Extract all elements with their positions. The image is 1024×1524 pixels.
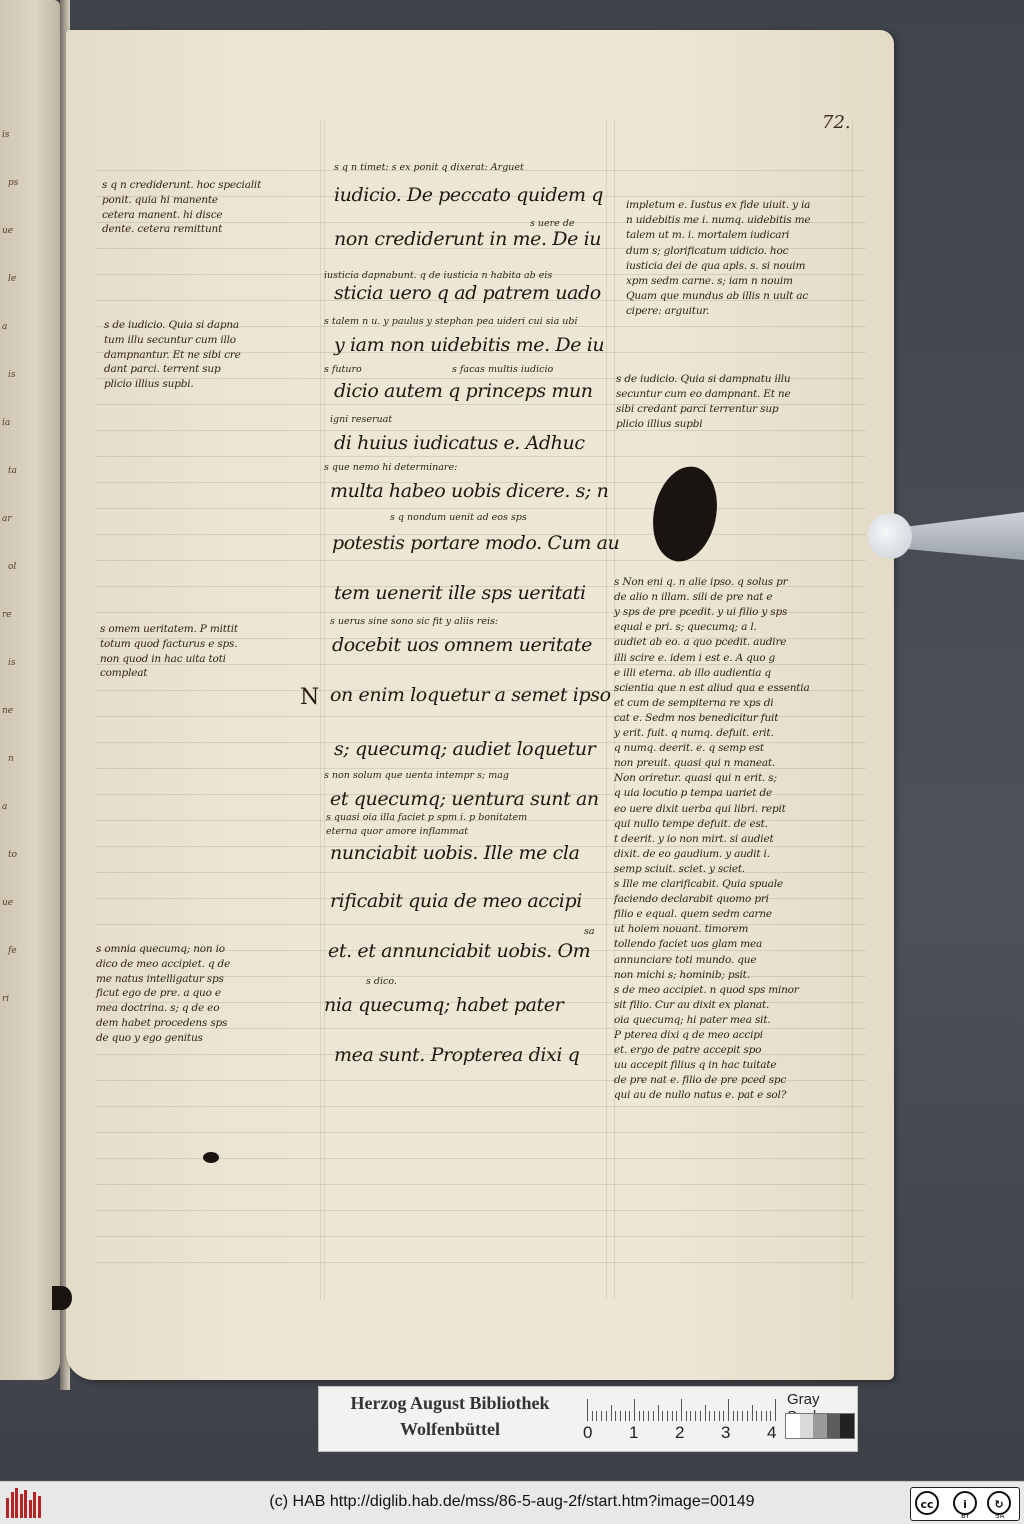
left-margin-gloss: dente. cetera remittunt (102, 223, 223, 236)
initial-letter: N (300, 685, 320, 710)
interlinear-gloss: s uere de (530, 218, 575, 229)
interlinear-gloss: s q n timet: s ex ponit q dixerat: Arguet (334, 162, 524, 173)
interlinear-gloss: s que nemo hi determinare: (324, 462, 458, 473)
main-text-line: nunciabit uobis. Ille me cla (330, 842, 580, 864)
ruling-line (96, 872, 866, 873)
ruler-tick (766, 1411, 767, 1421)
right-margin-gloss: q uia locutio p tempa uariet de (614, 787, 773, 800)
facing-page-text-fragment: is (2, 130, 10, 140)
main-text-line: multa habeo uobis dicere. s; n (330, 480, 609, 502)
main-text-line: nia quecumq; habet pater (324, 994, 564, 1016)
left-margin-gloss: de quo y ego genitus (96, 1031, 203, 1044)
facing-page-text-fragment: is (8, 370, 16, 380)
creative-commons-badge[interactable] (910, 1487, 1020, 1521)
ruler-tick (742, 1411, 743, 1421)
interlinear-gloss: s q nondum uenit ad eos sps (390, 512, 527, 523)
main-text-line: rificabit quia de meo accipi (330, 890, 582, 912)
right-margin-gloss: de pre nat e. filio de pre pced spc (614, 1074, 787, 1087)
facing-page-text-fragment: le (8, 274, 17, 284)
ruler-number: 4 (767, 1423, 777, 1442)
right-margin-gloss: tollendo faciet uos glam mea (614, 938, 763, 951)
right-margin-gloss: et cum de sempiterna re xps di (614, 696, 774, 709)
left-margin-gloss: s q n crediderunt. hoc specialit (102, 179, 262, 191)
right-margin-gloss: oia quecumq; hi pater mea sit. (614, 1013, 771, 1026)
ruling-line (96, 1184, 866, 1185)
interlinear-gloss: s quasi oia illa faciet p spm i. p bonitatem (326, 812, 528, 823)
cc-by-label: BY (961, 1512, 970, 1520)
main-text-line: mea sunt. Propterea dixi q (334, 1044, 580, 1066)
interlinear-gloss: s dico. (366, 976, 397, 987)
facing-page-text-fragment: fe (8, 946, 17, 956)
facing-page-text-fragment: is (8, 658, 16, 668)
right-margin-gloss: e illi eterna. ab illo audientia q (614, 666, 771, 679)
ruler-tick (601, 1411, 602, 1421)
right-margin-gloss: iusticia dei de qua apls. s. si nouim (626, 259, 806, 272)
right-margin-gloss: dixit. de eo gaudium. y audit i. (614, 847, 770, 860)
interlinear-gloss: s non solum que uenta intempr s; mag (324, 770, 509, 781)
facing-page-text-fragment: ue (2, 226, 14, 236)
ruler-tick (653, 1411, 654, 1421)
left-margin-gloss: cetera manent. hi disce (102, 208, 223, 221)
right-margin-gloss: xpm sedm carne. s; iam n nouim (626, 275, 793, 287)
gray-scale-bar (785, 1413, 855, 1439)
corner-hole (52, 1286, 72, 1310)
left-margin-gloss: ficut ego de pre. a quo e (96, 987, 221, 1000)
right-margin-gloss: annunciare toti mundo. que (614, 953, 757, 966)
ruler-tick (587, 1399, 588, 1421)
right-margin-gloss: scientia que n est aliud qua e essentia (614, 681, 810, 694)
right-margin-gloss: y sps de pre pcedit. y ui filio y sps (614, 606, 788, 619)
ruler-tick (643, 1411, 644, 1421)
ruler-tick (639, 1411, 640, 1421)
main-text-line: sticia uero q ad patrem uado (334, 282, 601, 304)
right-margin-gloss: audiet ab eo. a quo pcedit. audire (614, 636, 787, 649)
ruling-line (96, 456, 866, 457)
ruler-tick (700, 1411, 701, 1421)
gray-scale-swatch (827, 1414, 841, 1438)
ruling-column-line (852, 120, 853, 1300)
main-text-line: docebit uos omnem ueritate (332, 634, 592, 656)
ruling-line (96, 924, 866, 925)
facing-page-text-fragment: ne (2, 706, 14, 716)
interlinear-gloss: sa (584, 926, 595, 937)
page-clip-end (868, 513, 912, 559)
copyright-link[interactable]: (c) HAB http://diglib.hab.de/mss/86-5-aug-2f/start.htm?image=00149 (269, 1493, 755, 1510)
small-hole (203, 1152, 219, 1163)
right-margin-gloss: non preuit. quasi qui n maneat. (614, 757, 776, 770)
main-text-line: et quecumq; uentura sunt an (330, 788, 599, 810)
left-margin-gloss: s de iudicio. Quia si dapna (104, 319, 239, 331)
ruling-line (96, 1132, 866, 1133)
facing-page-text-fragment: ta (8, 466, 17, 476)
ruler-tick (775, 1399, 776, 1421)
library-scale-card (318, 1386, 858, 1452)
ruler-tick (629, 1411, 630, 1421)
left-margin-gloss: mea doctrina. s; q de eo (96, 1002, 220, 1015)
cc-sa-label: SA (995, 1512, 1005, 1520)
right-margin-gloss: illi scire e. idem i est e. A quo g (614, 651, 775, 664)
right-margin-gloss: Non oriretur. quasi qui n erit. s; (614, 772, 777, 785)
ruler-tick (686, 1411, 687, 1421)
library-location: Wolfenbüttel (399, 1419, 500, 1439)
ruler-tick (690, 1411, 691, 1421)
facing-page-text-fragment: n (8, 754, 14, 764)
left-margin-gloss: dem habet procedens sps (96, 1017, 228, 1029)
main-text-line: di huius iudicatus e. Adhuc (334, 432, 585, 454)
main-text-line: s; quecumq; audiet loquetur (334, 738, 596, 760)
interlinear-gloss: s uerus sine sono sic fit y aliis reis: (330, 616, 499, 627)
interlinear-gloss: igni reseruat (330, 414, 393, 425)
ruler-tick (592, 1411, 593, 1421)
right-margin-gloss: cat e. Sedm nos benedicitur fuit (614, 711, 779, 724)
main-text-line: et. et annunciabit uobis. Om (328, 940, 591, 962)
ruler-tick (747, 1411, 748, 1421)
right-margin-gloss: sibi credant parci terrentur sup (616, 403, 779, 415)
right-margin-gloss: s Non eni q. n alie ipso. q solus pr (614, 576, 788, 588)
ruling-line (96, 430, 866, 431)
ruling-line (96, 1210, 866, 1211)
ruler-tick (662, 1411, 663, 1421)
right-margin-gloss: secuntur cum eo dampnant. Et ne (616, 388, 791, 400)
footer-bar (0, 1481, 1024, 1524)
facing-page-text-fragment: a (2, 802, 8, 812)
ruler-tick (625, 1411, 626, 1421)
right-margin-gloss: impletum e. Iustus ex fide uiuit. y ia (626, 199, 811, 211)
ruler-tick (723, 1411, 724, 1421)
right-margin-gloss: n uidebitis me i. numq. uidebitis me (626, 214, 811, 227)
ruling-line (96, 1236, 866, 1237)
right-margin-gloss: plicio illius supbi (616, 418, 703, 430)
right-margin-gloss: cipere: arguitur. (626, 305, 710, 318)
ruler-tick (611, 1405, 612, 1421)
ruling-line (96, 1262, 866, 1263)
ruler-number: 1 (629, 1423, 639, 1442)
right-margin-gloss: non michi s; hominib; psit. (614, 968, 750, 981)
facing-page-text-fragment: ri (2, 994, 10, 1004)
ruler-tick (714, 1411, 715, 1421)
right-margin-gloss: sit filio. Cur au dixit ex planat. (614, 998, 770, 1011)
main-text-line: potestis portare modo. Cum au (332, 532, 620, 554)
left-margin-gloss: non quod in hac uita toti (100, 652, 226, 665)
ruler-tick (634, 1399, 635, 1421)
right-margin-gloss: semp sciuit. sciet. y sciet. (614, 862, 746, 875)
right-margin-gloss: filio e equal. quem sedm carne (614, 908, 772, 921)
right-margin-gloss: s de meo accipiet. n quod sps minor (614, 983, 799, 996)
by-person-icon: i (953, 1491, 977, 1515)
folio-number: 72. (822, 112, 851, 133)
interlinear-gloss: eterna quor amore inflammat (326, 826, 469, 837)
left-margin-gloss: compleat (100, 667, 148, 680)
ruling-line (96, 1106, 866, 1107)
left-margin-gloss: ponit. quia hi manente (102, 193, 218, 206)
ruler-tick (676, 1411, 677, 1421)
gray-scale-swatch (786, 1414, 800, 1438)
ruling-line (96, 508, 866, 509)
facing-page-text-fragment: a (2, 322, 8, 332)
main-text-line: on enim loquetur a semet ipso (330, 684, 611, 706)
left-margin-gloss: me natus intelligatur sps (96, 972, 224, 985)
main-text-line: tem uenerit ille sps ueritati (334, 582, 586, 604)
ruler-tick (615, 1411, 616, 1421)
interlinear-gloss: iusticia dapnabunt. q de iusticia n habita ab eis (324, 270, 553, 281)
ruler-tick (695, 1411, 696, 1421)
ruler-tick (709, 1411, 710, 1421)
right-margin-gloss: de alio n illam. sili de pre nat e (614, 591, 773, 604)
right-margin-gloss: Quam que mundus ab illis n uult ac (626, 290, 809, 303)
ruler-tick (752, 1405, 753, 1421)
ruler-tick (672, 1411, 673, 1421)
right-margin-gloss: dum s; glorificatum uidicio. hoc (626, 244, 789, 257)
ruler-number: 3 (721, 1423, 731, 1442)
ruler-number: 0 (583, 1423, 593, 1442)
main-text-line: dicio autem q princeps mun (334, 380, 593, 402)
left-margin-gloss: tum illu secuntur cum illo (104, 333, 236, 346)
facing-page-text-fragment: ue (2, 898, 14, 908)
sa-share-icon: ↻ (987, 1491, 1011, 1515)
interlinear-gloss: s futuro (324, 364, 362, 375)
left-margin-gloss: dico de meo accipiet. q de (96, 957, 231, 970)
main-text-line: iudicio. De peccato quidem q (334, 184, 604, 206)
right-margin-gloss: eo uere dixit uerba qui libri. repit (614, 802, 786, 815)
left-margin-gloss: totum quod facturus e sps. (100, 637, 238, 650)
right-margin-gloss: P pterea dixi q de meo accipi (614, 1029, 763, 1041)
ruler-tick (606, 1411, 607, 1421)
gray-scale-swatch (813, 1414, 827, 1438)
ruler-tick (596, 1411, 597, 1421)
library-name: Herzog August Bibliothek (350, 1393, 550, 1413)
ruler-numbers (577, 1421, 787, 1445)
ruler-tick (658, 1405, 659, 1421)
cc-icon: cc (915, 1491, 939, 1515)
right-margin-gloss: ut hoiem nouant. timorem (614, 923, 749, 936)
facing-page-text-fragment: ol (8, 562, 17, 572)
gray-scale-swatch (800, 1414, 814, 1438)
left-margin-gloss: s omnia quecumq; non io (96, 943, 225, 955)
main-text-line: y iam non uidebitis me. De iu (334, 334, 605, 356)
ruler-tick (728, 1399, 729, 1421)
ruler-tick (620, 1411, 621, 1421)
ruler-tick (733, 1411, 734, 1421)
right-margin-gloss: s Ille me clarificabit. Quia spuale (614, 878, 783, 890)
left-margin-gloss: dampnantur. Et ne sibi cre (104, 348, 241, 361)
facing-page-text-fragment: to (8, 850, 18, 860)
ruling-column-line (320, 120, 321, 1300)
interlinear-gloss: s facas multis iudicio (452, 364, 554, 375)
right-margin-gloss: t deerit. y io non mirt. si audiet (614, 832, 774, 845)
ruler-tick (761, 1411, 762, 1421)
facing-page-text-fragment: ar (2, 514, 12, 524)
ruling-column-line (324, 120, 325, 1300)
ruler-tick (648, 1411, 649, 1421)
right-margin-gloss: y erit. fuit. q numq. defuit. erit. (614, 727, 774, 739)
facing-page-text-fragment: ia (2, 418, 11, 428)
right-margin-gloss: faciendo declarabit quomo pri (614, 893, 769, 906)
interlinear-gloss: s talem n u. y paulus y stephan pea uideri cui sia ubi (324, 316, 578, 327)
ruler-tick (719, 1411, 720, 1421)
right-margin-gloss: equal e pri. s; quecumq; a l. (614, 621, 757, 634)
ruler (587, 1391, 779, 1421)
ruler-tick (756, 1411, 757, 1421)
gray-scale-swatch (840, 1414, 854, 1438)
ruler-tick (667, 1411, 668, 1421)
right-margin-gloss: talem ut m. i. mortalem iudicari (626, 229, 790, 242)
right-margin-gloss: qui au de nullo natus e. pat e sol? (614, 1089, 787, 1102)
left-margin-gloss: plicio illius supbi. (104, 378, 194, 391)
ruler-number: 2 (675, 1423, 685, 1442)
right-margin-gloss: uu accepit filius q in hac tuitate (614, 1059, 777, 1072)
gray-scale-label: Gray (787, 1391, 820, 1408)
ruler-tick (705, 1405, 706, 1421)
right-margin-gloss: qui nullo tempe defuit. de est. (614, 817, 768, 830)
facing-page-text-fragment: ps (8, 178, 19, 188)
ruler-tick (681, 1399, 682, 1421)
right-margin-gloss: et. ergo de patre accepit spo (614, 1044, 762, 1057)
main-text-line: non crediderunt in me. De iu (334, 228, 602, 250)
left-margin-gloss: dant parci. terrent sup (104, 363, 221, 376)
facing-page-edge (0, 0, 60, 1380)
ruler-tick (737, 1411, 738, 1421)
left-margin-gloss: s omem ueritatem. P mittit (100, 623, 238, 635)
ruler-tick (770, 1411, 771, 1421)
facing-page-text-fragment: re (2, 610, 12, 620)
ruling-line (96, 560, 866, 561)
right-margin-gloss: q numq. deerit. e. q semp est (614, 742, 764, 755)
right-margin-gloss: s de iudicio. Quia si dampnatu illu (616, 373, 791, 385)
